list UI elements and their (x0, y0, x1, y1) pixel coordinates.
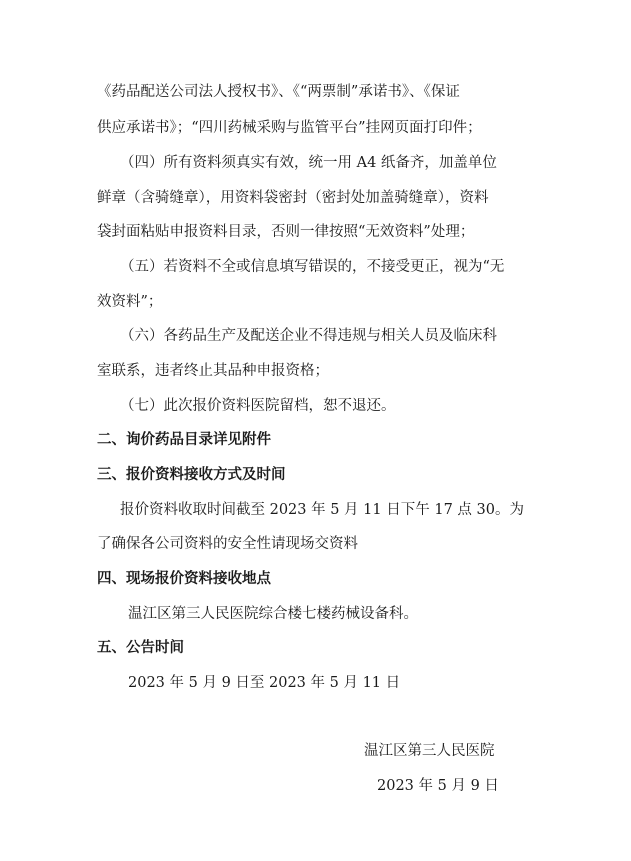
text-line: 了确保各公司资料的安全性请现场交资料 (97, 536, 358, 552)
signature-org: 温江区第三人民医院 (364, 743, 495, 759)
section-heading: 三、报价资料接收方式及时间 (97, 467, 286, 483)
text-line: （五）若资料不全或信息填写错误的，不接受更正，视为“无 (120, 259, 505, 275)
signature-date: 2023 年 5 月 9 日 (377, 778, 499, 794)
text-line: 供应承诺书》；“四川药械采购与监管平台”挂网页面打印件； (97, 120, 482, 136)
text-line: 2023 年 5 月 9 日至 2023 年 5 月 11 日 (128, 675, 401, 691)
text-line: 温江区第三人民医院综合楼七楼药械设备科。 (128, 606, 418, 622)
text-line: 鲜章（含骑缝章），用资料袋密封（密封处加盖骑缝章），资料 (97, 190, 489, 206)
text-line: 室联系，违者终止其品种申报资格； (97, 363, 329, 379)
text-line: 效资料”； (97, 294, 163, 310)
text-line: （四）所有资料须真实有效，统一用 A4 纸备齐，加盖单位 (120, 155, 497, 171)
text-line: 报价资料收取时间截至 2023 年 5 月 11 日下午 17 点 30。为 (120, 502, 524, 518)
text-line: 袋封面粘贴申报资料目录，否则一律按照“无效资料”处理； (97, 224, 475, 240)
text-line: （七）此次报价资料医院留档，恕不退还。 (120, 398, 396, 414)
section-heading: 四、现场报价资料接收地点 (97, 571, 271, 587)
section-heading: 二、询价药品目录详见附件 (97, 432, 271, 448)
section-heading: 五、公告时间 (97, 640, 184, 656)
text-line: 《药品配送公司法人授权书》、《“两票制”承诺书》、《保证 (97, 84, 460, 100)
text-line: （六）各药品生产及配送企业不得违规与相关人员及临床科 (120, 328, 497, 344)
